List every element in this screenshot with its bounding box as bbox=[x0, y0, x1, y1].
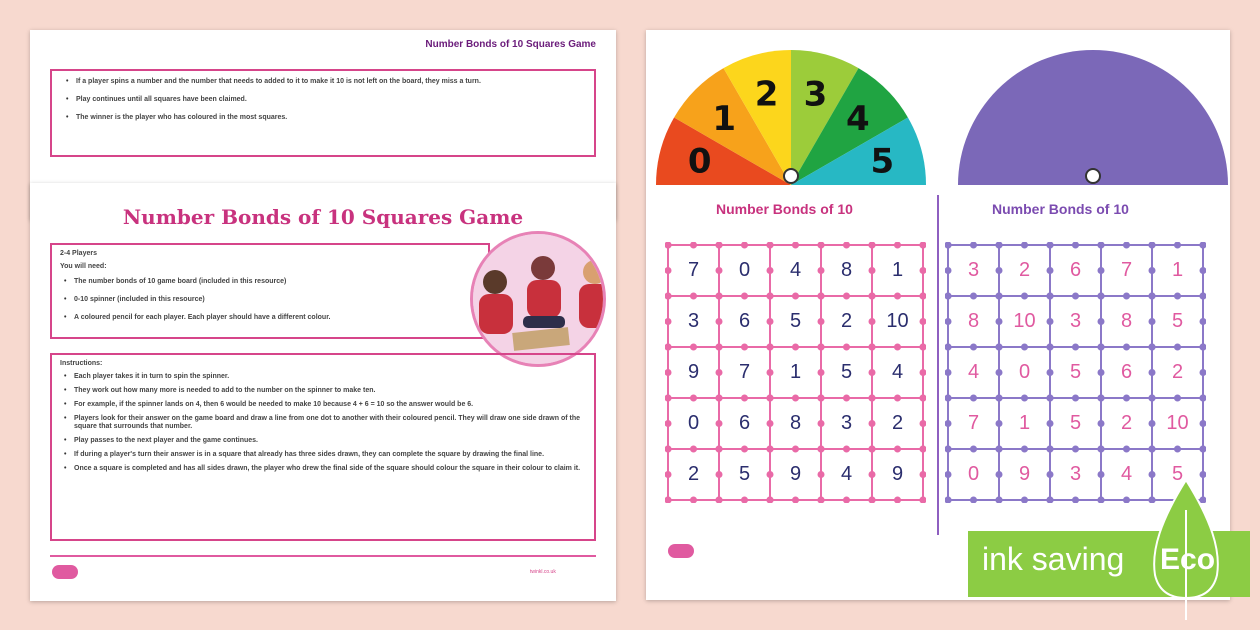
grid-dot bbox=[869, 267, 876, 274]
grid-dot bbox=[1149, 293, 1156, 300]
grid-dot bbox=[945, 420, 952, 427]
board-cell[interactable]: 5 bbox=[774, 300, 817, 343]
grid-dot bbox=[996, 471, 1003, 478]
footer-text: twinkl.co.uk bbox=[530, 569, 556, 575]
grid-dot bbox=[1123, 344, 1130, 351]
twinkl-logo bbox=[52, 565, 78, 579]
grid-dot bbox=[996, 344, 1003, 351]
grid-dot bbox=[945, 293, 952, 300]
grid-dot bbox=[1123, 395, 1130, 402]
board-cell[interactable]: 3 bbox=[952, 249, 995, 292]
grid-dot bbox=[1047, 344, 1054, 351]
spinner-number: 5 bbox=[870, 141, 895, 182]
grid-dot bbox=[1098, 497, 1105, 504]
you-will-need-label: You will need: bbox=[60, 263, 107, 270]
grid-dot bbox=[920, 446, 927, 453]
eco-label: Eco bbox=[1160, 543, 1216, 576]
grid-dot bbox=[1072, 242, 1079, 249]
grid-dot bbox=[767, 318, 774, 325]
board-cell[interactable]: 4 bbox=[1105, 453, 1148, 496]
grid-dot bbox=[1174, 446, 1181, 453]
grid-dot bbox=[665, 420, 672, 427]
grid-dot bbox=[920, 497, 927, 504]
board-cell[interactable]: 2 bbox=[1156, 351, 1199, 394]
grid-dot bbox=[716, 446, 723, 453]
grid-dot bbox=[767, 293, 774, 300]
spinner-center-dot bbox=[784, 169, 798, 183]
players-count: 2-4 Players bbox=[60, 250, 97, 257]
grid-dot bbox=[1149, 446, 1156, 453]
grid-dot bbox=[996, 267, 1003, 274]
grid-dot bbox=[767, 242, 774, 249]
grid-dot bbox=[716, 420, 723, 427]
grid-dot bbox=[690, 395, 697, 402]
board-cell[interactable]: 9 bbox=[1003, 453, 1046, 496]
spinner-wheels bbox=[646, 30, 1230, 190]
grid-dot bbox=[1098, 420, 1105, 427]
board-cell[interactable]: 6 bbox=[1105, 351, 1148, 394]
need-item: • The number bonds of 10 game board (included in this resource) bbox=[60, 277, 480, 286]
grid-dot bbox=[716, 318, 723, 325]
grid-dot bbox=[1098, 471, 1105, 478]
grid-dot bbox=[920, 420, 927, 427]
need-item: • 0-10 spinner (included in this resource) bbox=[60, 295, 480, 304]
grid-dot bbox=[716, 497, 723, 504]
instruction-item: • They work out how many more is needed to add to the number on the spinner to make ten. bbox=[60, 387, 586, 395]
grid-dot bbox=[818, 242, 825, 249]
board-cell[interactable]: 3 bbox=[1054, 300, 1097, 343]
page-title: Number Bonds of 10 Squares Game bbox=[122, 205, 524, 229]
grid-dot bbox=[716, 395, 723, 402]
board-cell[interactable]: 7 bbox=[672, 249, 715, 292]
number-spinner bbox=[656, 50, 926, 185]
grid-dot bbox=[1200, 242, 1207, 249]
game-board-page bbox=[646, 30, 1230, 600]
grid-dot bbox=[1021, 293, 1028, 300]
grid-dot bbox=[1047, 446, 1054, 453]
grid-dot bbox=[1098, 344, 1105, 351]
grid-dot bbox=[690, 446, 697, 453]
grid-dot bbox=[1200, 293, 1207, 300]
grid-dot bbox=[690, 497, 697, 504]
grid-dot bbox=[843, 344, 850, 351]
board-cell[interactable]: 0 bbox=[672, 402, 715, 445]
grid-dot bbox=[843, 395, 850, 402]
board-cell[interactable]: 5 bbox=[723, 453, 766, 496]
grid-dot bbox=[818, 267, 825, 274]
grid-dot bbox=[1174, 344, 1181, 351]
spinner-center-dot bbox=[1086, 169, 1100, 183]
grid-dot bbox=[690, 293, 697, 300]
board-cell[interactable]: 5 bbox=[1156, 453, 1199, 496]
grid-dot bbox=[945, 497, 952, 504]
grid-dot bbox=[1072, 395, 1079, 402]
grid-dot bbox=[869, 395, 876, 402]
grid-dot bbox=[869, 420, 876, 427]
board-cell[interactable]: 2 bbox=[876, 402, 919, 445]
grid-dot bbox=[1098, 369, 1105, 376]
board-cell[interactable]: 10 bbox=[876, 300, 919, 343]
grid-dot bbox=[945, 471, 952, 478]
instruction-item: • Players look for their answer on the game board and draw a line from one dot to another with their coloured pencil. They will draw one side drawn of the square that surrounds that number. bbox=[60, 415, 586, 431]
right-board-title: Number Bonds of 10 bbox=[992, 201, 1129, 217]
grid-dot bbox=[996, 446, 1003, 453]
board-cell[interactable]: 9 bbox=[774, 453, 817, 496]
grid-dot bbox=[818, 293, 825, 300]
grid-dot bbox=[1200, 446, 1207, 453]
grid-dot bbox=[1200, 395, 1207, 402]
grid-dot bbox=[970, 344, 977, 351]
spinner-number: 0 bbox=[687, 141, 712, 182]
rule-item: • If a player spins a number and the number that needs to added to it to make it 10 is not left on the board, they miss a turn. bbox=[62, 77, 584, 86]
grid-dot bbox=[767, 344, 774, 351]
back-page-title: Number Bonds of 10 Squares Game bbox=[425, 39, 596, 50]
grid-dot bbox=[1047, 395, 1054, 402]
grid-dot bbox=[818, 446, 825, 453]
grid-dot bbox=[1047, 497, 1054, 504]
grid-dot bbox=[1123, 242, 1130, 249]
grid-dot bbox=[792, 344, 799, 351]
footer-divider bbox=[50, 555, 596, 557]
blank-spinner bbox=[958, 50, 1228, 185]
grid-dot bbox=[818, 420, 825, 427]
board-cell[interactable]: 3 bbox=[825, 402, 868, 445]
grid-dot bbox=[716, 267, 723, 274]
grid-dot bbox=[767, 471, 774, 478]
right-game-board bbox=[948, 245, 1203, 500]
rules-box bbox=[50, 69, 596, 157]
board-cell[interactable]: 6 bbox=[1054, 249, 1097, 292]
grid-dot bbox=[767, 497, 774, 504]
grid-dot bbox=[716, 344, 723, 351]
need-item: • A coloured pencil for each player. Each player should have a different colour. bbox=[60, 313, 480, 322]
grid-dot bbox=[869, 242, 876, 249]
grid-dot bbox=[920, 293, 927, 300]
grid-dot bbox=[1174, 242, 1181, 249]
board-cell[interactable]: 2 bbox=[1003, 249, 1046, 292]
grid-dot bbox=[1200, 471, 1207, 478]
grid-dot bbox=[716, 369, 723, 376]
grid-dot bbox=[792, 446, 799, 453]
instruction-item: • For example, if the spinner lands on 4, then 6 would be needed to make 10 because 4 + 6 = 10 so the answer would be 6. bbox=[60, 401, 586, 409]
spinner-cut-line bbox=[646, 185, 1230, 190]
grid-dot bbox=[1047, 471, 1054, 478]
grid-dot bbox=[970, 395, 977, 402]
grid-dot bbox=[996, 497, 1003, 504]
grid-dot bbox=[818, 497, 825, 504]
grid-dot bbox=[1123, 497, 1130, 504]
grid-dot bbox=[1123, 446, 1130, 453]
grid-dot bbox=[665, 497, 672, 504]
board-cell[interactable]: 5 bbox=[1054, 351, 1097, 394]
board-cell[interactable]: 2 bbox=[825, 300, 868, 343]
grid-dot bbox=[1021, 497, 1028, 504]
grid-dot bbox=[1021, 395, 1028, 402]
board-cell[interactable]: 2 bbox=[672, 453, 715, 496]
grid-dot bbox=[1047, 242, 1054, 249]
board-cell[interactable]: 10 bbox=[1003, 300, 1046, 343]
grid-dot bbox=[1098, 446, 1105, 453]
grid-dot bbox=[716, 242, 723, 249]
board-cell[interactable]: 9 bbox=[672, 351, 715, 394]
grid-dot bbox=[869, 293, 876, 300]
board-cell[interactable]: 0 bbox=[952, 453, 995, 496]
children-playing-photo bbox=[470, 231, 606, 367]
grid-dot bbox=[945, 369, 952, 376]
grid-dot bbox=[741, 497, 748, 504]
instructions-page bbox=[30, 183, 616, 601]
board-cell[interactable]: 0 bbox=[723, 249, 766, 292]
board-cell[interactable]: 7 bbox=[952, 402, 995, 445]
grid-dot bbox=[767, 267, 774, 274]
grid-dot bbox=[665, 344, 672, 351]
rule-item: • Play continues until all squares have been claimed. bbox=[62, 95, 584, 104]
grid-dot bbox=[741, 344, 748, 351]
left-board-title: Number Bonds of 10 bbox=[716, 201, 853, 217]
grid-dot bbox=[1149, 344, 1156, 351]
board-cell[interactable]: 3 bbox=[672, 300, 715, 343]
board-cell[interactable]: 2 bbox=[1105, 402, 1148, 445]
board-cell[interactable]: 8 bbox=[825, 249, 868, 292]
grid-dot bbox=[1021, 446, 1028, 453]
grid-dot bbox=[920, 471, 927, 478]
grid-dot bbox=[1047, 267, 1054, 274]
board-cell[interactable]: 10 bbox=[1156, 402, 1199, 445]
instructions-box bbox=[50, 353, 596, 541]
left-game-board bbox=[668, 245, 923, 500]
grid-dot bbox=[1149, 471, 1156, 478]
grid-dot bbox=[894, 395, 901, 402]
board-cell[interactable]: 4 bbox=[774, 249, 817, 292]
grid-dot bbox=[970, 497, 977, 504]
grid-dot bbox=[792, 293, 799, 300]
grid-dot bbox=[767, 395, 774, 402]
grid-dot bbox=[1098, 242, 1105, 249]
children-illustration bbox=[473, 234, 606, 367]
grid-dot bbox=[945, 318, 952, 325]
board-divider bbox=[937, 195, 939, 535]
spinner-number: 2 bbox=[754, 74, 779, 115]
grid-dot bbox=[1149, 369, 1156, 376]
grid-dot bbox=[996, 293, 1003, 300]
grid-dot bbox=[945, 242, 952, 249]
grid-dot bbox=[818, 395, 825, 402]
grid-dot bbox=[665, 242, 672, 249]
grid-dot bbox=[716, 471, 723, 478]
grid-dot bbox=[920, 242, 927, 249]
grid-dot bbox=[665, 446, 672, 453]
grid-dot bbox=[665, 293, 672, 300]
grid-dot bbox=[1149, 242, 1156, 249]
grid-dot bbox=[1072, 446, 1079, 453]
twinkl-logo bbox=[668, 544, 694, 558]
grid-dot bbox=[792, 497, 799, 504]
grid-dot bbox=[818, 369, 825, 376]
grid-dot bbox=[970, 242, 977, 249]
needs-list bbox=[60, 277, 480, 322]
instruction-item: • If during a player's turn their answer is in a square that already has three sides drawn, they can complete the square by drawing the final line. bbox=[60, 451, 586, 459]
grid-dot bbox=[1200, 369, 1207, 376]
spinner-number: 3 bbox=[803, 74, 828, 115]
grid-dot bbox=[690, 344, 697, 351]
grid-dot bbox=[945, 344, 952, 351]
board-cell[interactable]: 6 bbox=[723, 402, 766, 445]
grid-dot bbox=[970, 293, 977, 300]
grid-dot bbox=[1200, 344, 1207, 351]
grid-dot bbox=[792, 395, 799, 402]
grid-dot bbox=[945, 395, 952, 402]
grid-dot bbox=[869, 344, 876, 351]
board-cell[interactable]: 0 bbox=[1003, 351, 1046, 394]
grid-dot bbox=[869, 369, 876, 376]
grid-dot bbox=[996, 369, 1003, 376]
board-cell[interactable]: 8 bbox=[952, 300, 995, 343]
grid-dot bbox=[1149, 267, 1156, 274]
grid-dot bbox=[741, 446, 748, 453]
grid-dot bbox=[1047, 420, 1054, 427]
grid-dot bbox=[1021, 242, 1028, 249]
grid-dot bbox=[741, 395, 748, 402]
board-cell[interactable]: 4 bbox=[952, 351, 995, 394]
grid-dot bbox=[920, 267, 927, 274]
grid-dot bbox=[869, 318, 876, 325]
board-cell[interactable]: 4 bbox=[825, 453, 868, 496]
grid-dot bbox=[1149, 420, 1156, 427]
grid-dot bbox=[920, 344, 927, 351]
rule-item: • The winner is the player who has coloured in the most squares. bbox=[62, 113, 584, 122]
grid-dot bbox=[843, 293, 850, 300]
players-box bbox=[50, 243, 490, 339]
grid-dot bbox=[665, 267, 672, 274]
grid-dot bbox=[767, 446, 774, 453]
board-cell[interactable]: 6 bbox=[723, 300, 766, 343]
spinner-number: 4 bbox=[845, 99, 870, 140]
grid-dot bbox=[920, 318, 927, 325]
grid-dot bbox=[869, 471, 876, 478]
grid-dot bbox=[869, 446, 876, 453]
grid-dot bbox=[843, 497, 850, 504]
grid-dot bbox=[1047, 369, 1054, 376]
grid-dot bbox=[920, 369, 927, 376]
grid-dot bbox=[1174, 293, 1181, 300]
grid-dot bbox=[741, 293, 748, 300]
grid-dot bbox=[894, 293, 901, 300]
grid-dot bbox=[1047, 293, 1054, 300]
grid-dot bbox=[767, 369, 774, 376]
grid-dot bbox=[1200, 318, 1207, 325]
grid-dot bbox=[945, 267, 952, 274]
grid-dot bbox=[996, 420, 1003, 427]
grid-dot bbox=[741, 242, 748, 249]
grid-dot bbox=[1174, 395, 1181, 402]
board-cell[interactable]: 8 bbox=[774, 402, 817, 445]
grid-dot bbox=[665, 471, 672, 478]
grid-dot bbox=[1098, 395, 1105, 402]
board-cell[interactable]: 1 bbox=[876, 249, 919, 292]
instructions-heading: Instructions: bbox=[60, 360, 103, 367]
grid-dot bbox=[1072, 293, 1079, 300]
grid-dot bbox=[1021, 344, 1028, 351]
board-cell[interactable]: 1 bbox=[774, 351, 817, 394]
grid-dot bbox=[665, 369, 672, 376]
grid-dot bbox=[1149, 395, 1156, 402]
board-cell[interactable]: 1 bbox=[1156, 249, 1199, 292]
instruction-item: • Play passes to the next player and the game continues. bbox=[60, 437, 586, 445]
board-cell[interactable]: 5 bbox=[1054, 402, 1097, 445]
grid-dot bbox=[996, 318, 1003, 325]
rules-list bbox=[62, 77, 584, 122]
grid-dot bbox=[1098, 318, 1105, 325]
grid-dot bbox=[894, 344, 901, 351]
grid-dot bbox=[996, 395, 1003, 402]
board-cell[interactable]: 8 bbox=[1105, 300, 1148, 343]
grid-dot bbox=[818, 344, 825, 351]
grid-dot bbox=[716, 293, 723, 300]
grid-dot bbox=[1098, 293, 1105, 300]
spinner-number: 1 bbox=[712, 99, 737, 140]
grid-dot bbox=[767, 420, 774, 427]
grid-dot bbox=[1072, 344, 1079, 351]
grid-dot bbox=[894, 446, 901, 453]
grid-dot bbox=[1200, 267, 1207, 274]
board-cell[interactable]: 3 bbox=[1054, 453, 1097, 496]
grid-dot bbox=[894, 242, 901, 249]
grid-dot bbox=[1098, 267, 1105, 274]
grid-dot bbox=[920, 395, 927, 402]
grid-dot bbox=[869, 497, 876, 504]
board-cell[interactable]: 7 bbox=[723, 351, 766, 394]
instructions-list bbox=[60, 373, 586, 473]
grid-dot bbox=[1072, 497, 1079, 504]
board-cell[interactable]: 5 bbox=[1156, 300, 1199, 343]
grid-dot bbox=[818, 471, 825, 478]
grid-dot bbox=[665, 318, 672, 325]
board-cell[interactable]: 7 bbox=[1105, 249, 1148, 292]
eco-badge-text: ink saving bbox=[982, 541, 1125, 577]
grid-dot bbox=[665, 395, 672, 402]
instruction-item: • Once a square is completed and has all sides drawn, the player who drew the final side of the square should colour the square in their colour to claim it. bbox=[60, 465, 586, 473]
grid-dot bbox=[690, 242, 697, 249]
board-cell[interactable]: 4 bbox=[876, 351, 919, 394]
grid-dot bbox=[1200, 420, 1207, 427]
grid-dot bbox=[1047, 318, 1054, 325]
instruction-item: • Each player takes it in turn to spin the spinner. bbox=[60, 373, 586, 381]
grid-dot bbox=[894, 497, 901, 504]
grid-dot bbox=[996, 242, 1003, 249]
board-cell[interactable]: 1 bbox=[1003, 402, 1046, 445]
board-cell[interactable]: 9 bbox=[876, 453, 919, 496]
grid-dot bbox=[843, 446, 850, 453]
grid-dot bbox=[843, 242, 850, 249]
grid-dot bbox=[1123, 293, 1130, 300]
grid-dot bbox=[970, 446, 977, 453]
grid-dot bbox=[1149, 318, 1156, 325]
board-cell[interactable]: 5 bbox=[825, 351, 868, 394]
grid-dot bbox=[792, 242, 799, 249]
grid-dot bbox=[945, 446, 952, 453]
grid-dot bbox=[818, 318, 825, 325]
